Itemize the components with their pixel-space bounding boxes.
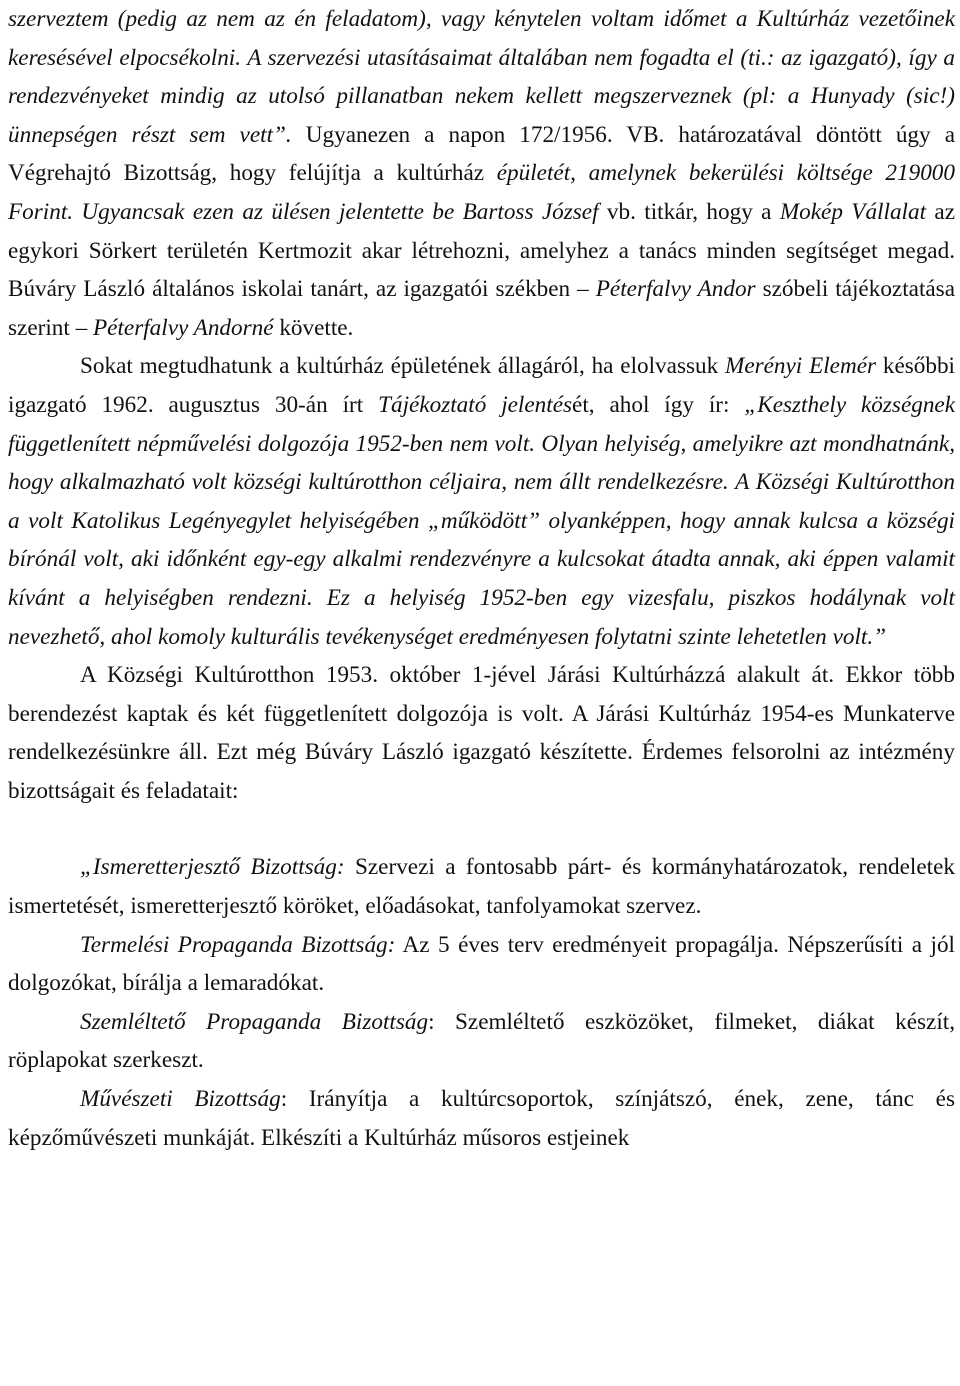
text-run: Péterfalvy Andor [595, 276, 756, 303]
text-run: Ugyanezen a napon 172/1956. VB. határozatával döntött úgy a Végrehajtó Bizottság, hogy felújítja a kultúrház [8, 121, 955, 187]
paragraph-committee-muveszeti [8, 1080, 955, 1157]
text-run: „Ismeretterjesztő Bizottság: [80, 854, 345, 881]
text-run: Mokép Vállalat [779, 198, 927, 225]
text-run: Merényi Elemér [725, 353, 877, 380]
text-run: követte. [273, 314, 354, 341]
text-run: ét, ahol így ír: [572, 391, 745, 418]
text-run: : Irányítja a kultúrcsoportok, színjátszó, ének, zene, tánc és képzőművészeti munkáját. Elkészíti a Kultúrház műsoros estjeinek [8, 1086, 955, 1151]
text-run: Termelési Propaganda Bizottság: [80, 931, 396, 958]
paragraph-2 [8, 347, 955, 656]
paragraph-committee-szemlelteto [8, 1003, 955, 1080]
text-run: épületét, amelynek bekerülési költsége 219000 Forint. Ugyancsak ezen az ülésen jelentette be Bartoss József [8, 160, 955, 225]
text-run: szerveztem (pedig az nem az én feladatom), vagy kénytelen voltam időmet a Kultúrház vezetőinek keresésével elpocsékolni. A szervezési utasításaimat általában nem fogadta el (ti.: az igazgató), így a rendezvényeket mindig az utolsó pillanatban nekem kellett megszerveznek (pl: a Hunyady (sic!) ünnepségen részt sem vett”. [8, 6, 955, 148]
text-run: Szemléltető Propaganda Bizottság [80, 1008, 429, 1035]
text-run: későbbi igazgató 1962. augusztus 30-án írt [8, 353, 955, 418]
text-run: : Szemléltető eszközöket, filmeket, diákat készít, röplapokat szerkeszt. [8, 1008, 956, 1074]
text-run: Sokat megtudhatunk a kultúrház épületének állagáról, ha elolvassuk [80, 353, 725, 380]
text-run: vb. titkár, hogy a [598, 198, 780, 225]
text-run: Tájékoztató jelentés [378, 391, 573, 418]
text-run: „Keszthely községnek függetlenített népművelési dolgozója 1952-ben nem volt. Olyan helyiség, amelyikre azt mondhatnánk, hogy alkalmazható volt községi kultúrotthon céljaira, nem állt rendelkezésre. A Községi Kultúrotthon a volt Katolikus Legényegylet helyiségében „működött” olyanképpen, hogy annak kulcsa a községi bírónál volt, aki időnként egy-egy alkalmi rendezvényre a kulcsokat átadta annak, aki éppen valamit kívánt a helyiségben rendezni. Ez a helyiség 1952-ben egy vizesfalu, piszkos hodálynak volt nevezhető, ahol komoly kulturális tevékenységet eredményesen folytatni szinte lehetetlen volt.” [8, 391, 956, 650]
text-run: Az 5 éves terv eredményeit propagálja. Népszerűsíti a jól dolgozókat, bírálja a lemaradókat. [8, 931, 955, 997]
text-run: szóbeli tájékoztatása szerint – [8, 276, 955, 341]
text-run: az egykori Sörkert területén Kertmozit akar létrehozni, amelyhez a tanács minden segítséget megad. Búváry László általános iskolai tanárt, az igazgatói székben – [8, 198, 955, 303]
text-run: A Községi Kultúrotthon 1953. október 1-jével Járási Kultúrházzá alakult át. Ekkor több berendezést kaptak és két függetlenített dolgozója is volt. A Járási Kultúrház 1954-es Munkaterve rendelkezésünkre áll. Ezt még Búváry László igazgató készítette. Érdemes felsorolni az intézmény bizottságait és feladatait: [8, 662, 955, 804]
paragraph-committee-ismeretterjeszto [8, 848, 955, 925]
text-run: Művészeti Bizottság [80, 1086, 281, 1113]
paragraph-1 [8, 0, 955, 347]
paragraph-3 [8, 656, 955, 810]
paragraph-committee-termelesi [8, 926, 955, 1003]
text-run: Szervezi a fontosabb párt- és kormányhatározatok, rendeletek ismertetését, ismeretterjesztő köröket, előadásokat, tanfolyamokat szervez. [8, 854, 955, 920]
text-run: Péterfalvy Andorné [93, 314, 274, 341]
